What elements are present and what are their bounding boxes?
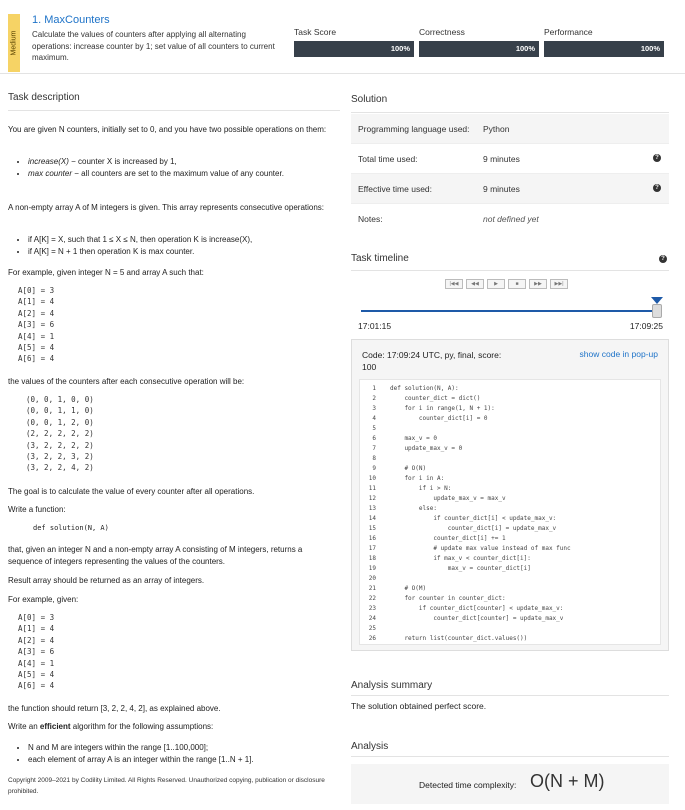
notes-row: Notes: not defined yet xyxy=(358,214,539,224)
line-number: 18 xyxy=(368,555,376,562)
line-number: 9 xyxy=(372,465,376,472)
timeline-title: Task timeline xyxy=(351,253,409,264)
line-number: 13 xyxy=(368,505,376,512)
states-paragraph: the values of the counters after each consecutive operation will be: xyxy=(8,377,245,386)
performance-score-bar: 100% xyxy=(544,41,664,57)
list-item: A[2] = 4 xyxy=(18,308,55,318)
list-item: • if A[K] = N + 1 then operation K is max counter. xyxy=(28,246,318,258)
example2-paragraph: For example, given: xyxy=(8,595,79,604)
solution-title: Solution xyxy=(351,94,388,105)
list-item: • if A[K] = X, such that 1 ≤ X ≤ N, then operation K is increase(X), xyxy=(28,234,318,246)
list-item: A[1] = 4 xyxy=(18,297,55,307)
line-number: 17 xyxy=(368,545,376,552)
timeline-end-time: 17:09:25 xyxy=(629,321,663,331)
list-item: A[6] = 4 xyxy=(18,681,55,691)
timeline-track[interactable] xyxy=(361,310,659,312)
rules-list xyxy=(18,234,318,257)
divider xyxy=(351,270,669,271)
divider xyxy=(8,110,340,111)
divider xyxy=(351,695,669,696)
line-number: 1 xyxy=(372,385,376,392)
list-item: (0, 0, 1, 1, 0) xyxy=(26,406,94,416)
list-item: A[0] = 3 xyxy=(18,286,55,295)
help-icon[interactable]: ? xyxy=(659,255,667,263)
example-array-2 xyxy=(18,612,54,692)
line-number: 8 xyxy=(372,455,376,462)
line-number: 26 xyxy=(368,635,376,642)
code-header: Code: 17:09:24 UTC, py, final, score: 100 xyxy=(362,350,502,372)
code-text: def solution(N, A): counter_dict = dict() for i in range(1, N + 1): counter_dict[i] = 0 max_v = 0 update_max_v = 0 # O(N) for i in A: if i > N: update_max_v = max_v else: if counter_dict[i] < update_max_v: counter_dict[i] = update_max_v counter_dict[i] += 1 # update max value instead of max func if max_v < counter_dict[i]: max_v = counter_dict[i] # O(M) for counter in counter_dict: if counter_dict[counter] < update_max_v: counter_dict[counter] = update_max_v return list(counter_dict.values()) xyxy=(390,385,571,642)
divider xyxy=(351,112,669,113)
list-item: A[5] = 4 xyxy=(18,670,55,680)
line-number: 5 xyxy=(372,425,376,432)
line-number: 22 xyxy=(368,595,376,602)
list-item: A[0] = 3 xyxy=(18,613,55,622)
list-item: (3, 2, 2, 2, 2) xyxy=(26,440,94,450)
example-array-1 xyxy=(18,285,54,365)
timeline-marker xyxy=(651,297,663,304)
list-item: A[6] = 4 xyxy=(18,354,55,364)
first-button[interactable]: |◀◀ xyxy=(445,279,463,289)
complexity-box xyxy=(351,764,669,804)
stop-button[interactable]: ■ xyxy=(508,279,526,289)
line-number: 20 xyxy=(368,575,376,582)
performance-score: Performance 100% xyxy=(544,27,664,57)
list-item: A[5] = 4 xyxy=(18,343,55,353)
task-title[interactable]: 1. MaxCounters xyxy=(32,14,110,26)
language-row: Programming language used: Python xyxy=(351,114,669,144)
help-icon[interactable]: ? xyxy=(653,154,661,162)
line-number: 14 xyxy=(368,515,376,522)
list-item: (2, 2, 2, 2, 2) xyxy=(26,429,94,439)
help-icon[interactable]: ? xyxy=(653,184,661,192)
forward-button[interactable]: ▶▶ xyxy=(529,279,547,289)
task-header xyxy=(0,0,685,74)
efficient-paragraph: Write an efficient algorithm for the following assumptions: xyxy=(8,722,214,731)
correctness-score: Correctness 100% xyxy=(419,27,539,57)
last-button[interactable]: ▶▶| xyxy=(550,279,568,289)
play-button[interactable]: ▶ xyxy=(487,279,505,289)
line-number: 12 xyxy=(368,495,376,502)
write-function-paragraph: Write a function: xyxy=(8,505,66,514)
return-paragraph: the function should return [3, 2, 2, 4, 2], as explained above. xyxy=(8,704,221,713)
line-number: 15 xyxy=(368,525,376,532)
complexity-label: Detected time complexity: xyxy=(419,780,517,790)
list-item: • N and M are integers within the range [1..100,000]; xyxy=(28,742,328,754)
complexity-value: O(N + M) xyxy=(530,771,605,791)
line-number: 10 xyxy=(368,475,376,482)
task-score: Task Score 100% xyxy=(294,27,414,57)
line-number: 16 xyxy=(368,535,376,542)
line-number: 4 xyxy=(372,415,376,422)
effective-time-row: Effective time used: 9 minutes ? xyxy=(351,174,669,204)
operations-list xyxy=(18,156,318,179)
list-item: (0, 0, 1, 2, 0) xyxy=(26,417,94,427)
list-item: • max counter − all counters are set to the maximum value of any counter. xyxy=(28,168,298,180)
show-code-popup-link[interactable]: show code in pop-up xyxy=(579,349,658,359)
line-number: 25 xyxy=(368,625,376,632)
analysis-summary-text: The solution obtained perfect score. xyxy=(351,701,487,711)
list-item: A[1] = 4 xyxy=(18,624,55,634)
total-time-row: Total time used: 9 minutes ? xyxy=(351,144,669,174)
list-item: A[3] = 6 xyxy=(18,320,55,330)
line-number: 7 xyxy=(372,445,376,452)
goal-paragraph: The goal is to calculate the value of every counter after all operations. xyxy=(8,487,255,496)
function-signature: def solution(N, A) xyxy=(33,524,109,532)
difficulty-badge: Medium xyxy=(8,14,20,72)
task-description-title: Task description xyxy=(8,92,80,103)
intro-paragraph: You are given N counters, initially set to 0, and you have two possible operations on them: xyxy=(8,125,327,134)
line-number: 6 xyxy=(372,435,376,442)
timeline-slider-handle[interactable] xyxy=(652,304,662,318)
list-item: A[3] = 6 xyxy=(18,647,55,657)
line-number: 11 xyxy=(368,485,376,492)
task-score-bar: 100% xyxy=(294,41,414,57)
analysis-summary-title: Analysis summary xyxy=(351,680,433,691)
line-number: 24 xyxy=(368,615,376,622)
list-item: • each element of array A is an integer within the range [1..N + 1]. xyxy=(28,754,328,766)
copyright-footer: Copyright 2009–2021 by Codility Limited. All Rights Reserved. Unauthorized copying, publication or disclosure prohibited. xyxy=(8,777,325,795)
list-item: A[2] = 4 xyxy=(18,635,55,645)
assumptions-list xyxy=(18,742,328,765)
line-number: 2 xyxy=(372,395,376,402)
list-item: (3, 2, 2, 3, 2) xyxy=(26,452,94,462)
line-numbers xyxy=(362,384,376,644)
task-summary: Calculate the values of counters after applying all alternating operations: increase counter by 1; set value of all counters to current maximum. xyxy=(32,30,275,62)
divider xyxy=(351,756,669,757)
result-paragraph: Result array should be returned as an array of integers. xyxy=(8,576,205,585)
array-paragraph: A non-empty array A of M integers is given. This array represents consecutive operations: xyxy=(8,203,325,212)
list-item: A[4] = 1 xyxy=(18,331,55,341)
list-item: A[4] = 1 xyxy=(18,658,55,668)
returns-paragraph: that, given an integer N and a non-empty array A consisting of M integers, returns a sequence of integers representing the values of the counters. xyxy=(8,545,303,566)
list-item: (3, 2, 2, 4, 2) xyxy=(26,463,94,473)
example-paragraph: For example, given integer N = 5 and array A such that: xyxy=(8,268,204,277)
code-panel xyxy=(351,339,669,651)
timeline-controls xyxy=(445,279,568,289)
list-item: (0, 0, 1, 0, 0) xyxy=(26,395,94,404)
analysis-title: Analysis xyxy=(351,741,389,752)
line-number: 21 xyxy=(368,585,376,592)
line-number: 23 xyxy=(368,605,376,612)
code-view[interactable] xyxy=(359,379,661,645)
correctness-score-bar: 100% xyxy=(419,41,539,57)
timeline-start-time: 17:01:15 xyxy=(358,321,392,331)
line-number: 19 xyxy=(368,565,376,572)
counter-states xyxy=(26,394,94,474)
list-item: • increase(X) − counter X is increased by 1, xyxy=(28,156,318,168)
rewind-button[interactable]: ◀◀ xyxy=(466,279,484,289)
line-number: 3 xyxy=(372,405,376,412)
